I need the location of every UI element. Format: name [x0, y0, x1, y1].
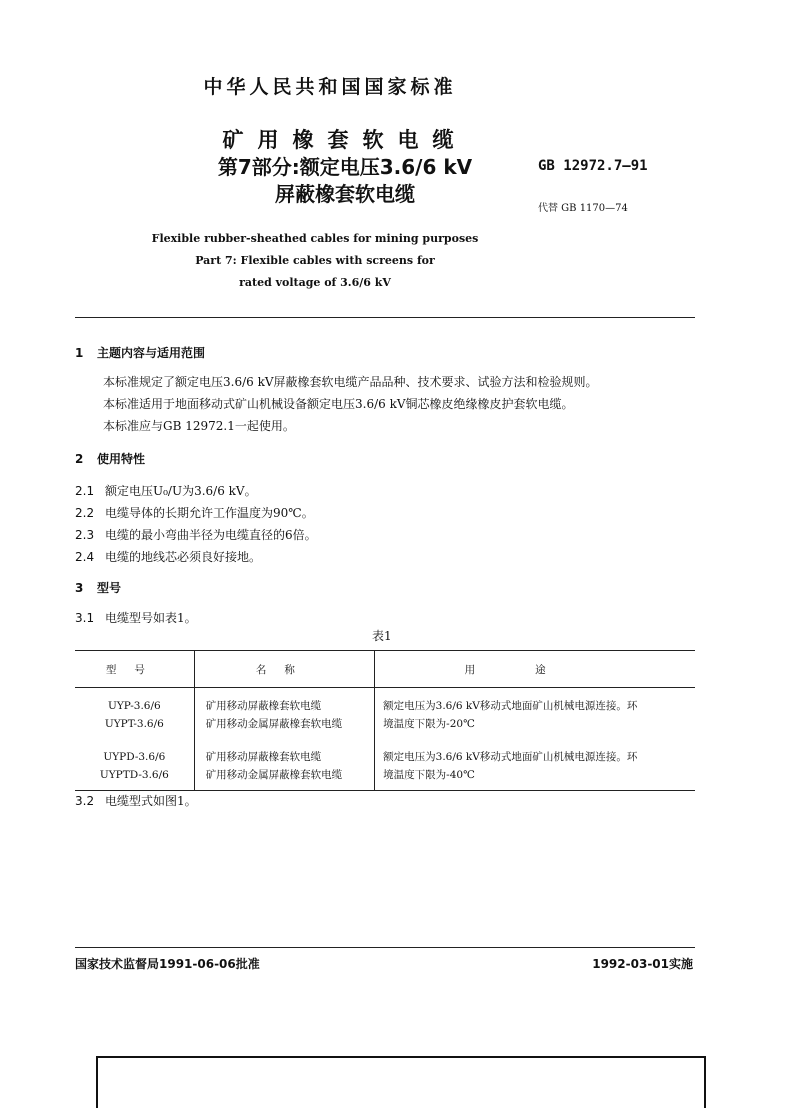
clause-text: 电缆型号如表1。 — [105, 611, 197, 625]
section-number: 1 — [75, 346, 84, 360]
clause-2-4 — [75, 548, 261, 565]
table-row — [75, 739, 695, 791]
model-code: UYPD-3.6/6 — [103, 751, 166, 763]
approval-info: 国家技术监督局1991-06-06批准 — [75, 957, 260, 971]
header-name: 名称 — [194, 651, 374, 688]
use-text-line: 额定电压为3.6/6 kV移动式地面矿山机械电源连接。环 — [383, 700, 638, 712]
clause-number: 2.3 — [75, 528, 95, 542]
section-title: 使用特性 — [97, 452, 146, 466]
table-row — [75, 688, 695, 740]
clause-2-2 — [75, 504, 314, 521]
clause-3-2 — [75, 792, 197, 809]
section-title: 主题内容与适用范围 — [97, 346, 206, 360]
cell-model — [75, 739, 194, 791]
table-header-row — [75, 651, 695, 688]
clause-text: 电缆型式如图1。 — [105, 794, 197, 808]
title-line-3: 屏蔽橡套软电缆 — [275, 182, 415, 206]
section-3-heading — [75, 579, 121, 596]
clause-2-1 — [75, 482, 257, 499]
clause-number: 3.2 — [75, 794, 95, 808]
use-text-line: 境温度下限为-20℃ — [383, 718, 475, 730]
implementation-date: 1992-03-01实施 — [592, 957, 693, 971]
cell-model — [75, 688, 194, 740]
cable-name: 矿用移动屏蔽橡套软电缆 — [205, 700, 322, 712]
clause-number: 2.2 — [75, 506, 95, 520]
standard-number: GB 12972.7—91 — [538, 158, 648, 174]
cell-use — [375, 739, 695, 791]
figure-frame — [96, 1056, 706, 1108]
english-title-line-2: Part 7: Flexible cables with screens for — [195, 254, 435, 267]
section-1-paragraph-3: 本标准应与GB 12972.1一起使用。 — [103, 419, 295, 433]
clause-number: 2.4 — [75, 550, 95, 564]
clause-text: 电缆的地线芯必须良好接地。 — [105, 550, 262, 564]
cable-name: 矿用移动金属屏蔽橡套软电缆 — [205, 718, 343, 730]
clause-text: 额定电压U₀/U为3.6/6 kV。 — [105, 484, 257, 498]
clause-number: 3.1 — [75, 611, 95, 625]
use-text-line: 境温度下限为-40℃ — [383, 769, 475, 781]
english-title-line-1: Flexible rubber-sheathed cables for mining purposes — [151, 232, 479, 245]
use-text-line: 额定电压为3.6/6 kV移动式地面矿山机械电源连接。环 — [383, 751, 638, 763]
header-model: 型号 — [75, 651, 194, 688]
section-1-heading — [75, 344, 205, 361]
cell-use — [375, 688, 695, 740]
cable-type-table — [75, 650, 695, 791]
section-title: 型号 — [97, 581, 122, 595]
clause-text: 电缆的最小弯曲半径为电缆直径的6倍。 — [105, 528, 317, 542]
clause-2-3 — [75, 526, 317, 543]
model-code: UYPTD-3.6/6 — [99, 769, 169, 781]
model-code: UYP-3.6/6 — [107, 700, 161, 712]
title-line-1: 矿用橡套软电缆 — [222, 128, 468, 152]
footer-divider — [75, 947, 695, 948]
header-divider — [75, 317, 695, 318]
title-line-2: 第7部分:额定电压3.6/6 kV — [217, 155, 473, 179]
cell-name — [194, 739, 374, 791]
cable-name: 矿用移动金属屏蔽橡套软电缆 — [205, 769, 343, 781]
section-2-heading — [75, 450, 145, 467]
header-use: 用途 — [375, 651, 695, 688]
section-number: 3 — [75, 581, 84, 595]
model-code: UYPT-3.6/6 — [104, 718, 164, 730]
clause-text: 电缆导体的长期允许工作温度为90℃。 — [105, 506, 314, 520]
section-1-paragraph-2: 本标准适用于地面移动式矿山机械设备额定电压3.6/6 kV铜芯橡皮绝缘橡皮护套软电缆。 — [103, 397, 574, 411]
section-1-paragraph-1: 本标准规定了额定电压3.6/6 kV屏蔽橡套软电缆产品品种、技术要求、试验方法和检验规则。 — [103, 375, 598, 389]
section-number: 2 — [75, 452, 84, 466]
table-caption: 表1 — [372, 629, 392, 643]
english-title — [120, 228, 510, 294]
replaces-standard: 代替 GB 1170—74 — [538, 203, 628, 214]
cable-name: 矿用移动屏蔽橡套软电缆 — [205, 751, 322, 763]
document-title — [150, 126, 540, 208]
clause-3-1 — [75, 609, 197, 626]
national-standard-title: 中华人民共和国国家标准 — [203, 76, 457, 98]
cell-name — [194, 688, 374, 740]
english-title-line-3: rated voltage of 3.6/6 kV — [239, 276, 391, 289]
clause-number: 2.1 — [75, 484, 95, 498]
